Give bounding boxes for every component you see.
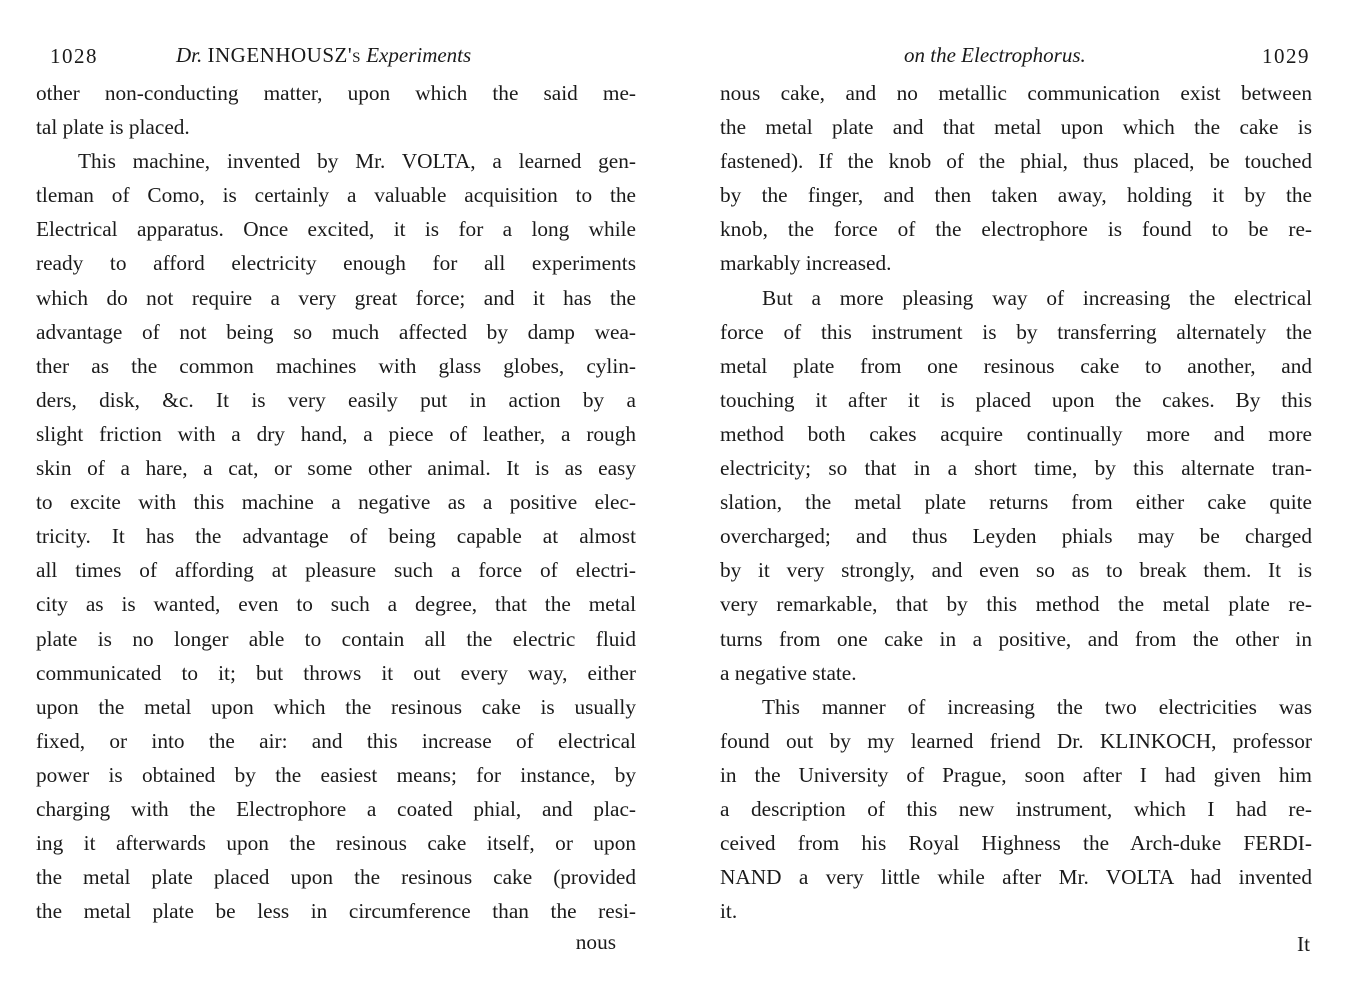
text-line: all times of affording at pleasure such a force of electri- [36, 558, 636, 583]
catchword: It [1296, 932, 1310, 956]
text-line: knob, the force of the electrophore is found to be re- [720, 217, 1312, 242]
text-line: skin of a hare, a cat, or some other animal. It is as easy [36, 456, 636, 481]
text-line: This manner of increasing the two electricities was [762, 694, 1312, 719]
text-line: charging with the Electrophore a coated phial, and plac- [36, 796, 636, 821]
text-line: This machine, invented by Mr. VOLTA, a learned gen- [78, 149, 636, 174]
text-line: upon the metal upon which the resinous cake is usually [36, 694, 636, 719]
text-line: city as is wanted, even to such a degree, that the metal [36, 592, 636, 617]
text-line: electricity; so that in a short time, by this alternate tran- [720, 456, 1312, 481]
text-line: touching it after it is placed upon the cakes. By this [720, 387, 1312, 412]
running-head-name: INGENHOUSZ's [207, 43, 361, 67]
text-line: a negative state. [720, 660, 857, 685]
text-line: it. [720, 899, 738, 924]
text-line: in the University of Prague, soon after I had given him [720, 762, 1312, 787]
text-line: NAND a very little while after Mr. VOLTA had invented [720, 865, 1312, 890]
text-line: the metal plate be less in circumference than the resi- [36, 899, 636, 924]
text-line: ready to afford electricity enough for all experiments [36, 251, 636, 276]
text-line: But a more pleasing way of increasing the electrical [762, 285, 1312, 310]
text-line: metal plate from one resinous cake to another, and [720, 353, 1312, 378]
text-line: tricity. It has the advantage of being capable at almost [36, 524, 636, 549]
text-line: slation, the metal plate returns from either cake quite [720, 490, 1312, 515]
text-line: to excite with this machine a negative as a positive elec- [36, 490, 636, 515]
running-head-prefix: Dr. [176, 43, 203, 67]
text-line: by the finger, and then taken away, holding it by the [720, 183, 1312, 208]
text-line: power is obtained by the easiest means; for instance, by [36, 762, 636, 787]
text-line: slight friction with a dry hand, a piece of leather, a rough [36, 421, 636, 446]
text-line: tal plate is placed. [36, 115, 190, 140]
text-line: very remarkable, that by this method the metal plate re- [720, 592, 1312, 617]
text-line: plate is no longer able to contain all the electric fluid [36, 626, 636, 651]
text-line: method both cakes acquire continually more and more [720, 421, 1312, 446]
text-line: communicated to it; but throws it out every way, either [36, 660, 636, 685]
text-line: a description of this new instrument, which I had re- [720, 796, 1312, 821]
text-line: fastened). If the knob of the phial, thus placed, be touched [720, 149, 1312, 174]
text-line: ders, disk, &c. It is very easily put in action by a [36, 387, 636, 412]
text-line: force of this instrument is by transferring alternately the [720, 319, 1312, 344]
text-line: the metal plate placed upon the resinous cake (provided [36, 865, 636, 890]
text-line: overcharged; and thus Leyden phials may be charged [720, 524, 1312, 549]
text-line: markably increased. [720, 251, 892, 276]
page-number: 1028 [50, 44, 98, 68]
text-line: turns from one cake in a positive, and from the other in [720, 626, 1312, 651]
text-line: found out by my learned friend Dr. KLINKOCH, professor [720, 728, 1312, 753]
page-number: 1029 [1262, 44, 1310, 68]
catchword: nous [575, 930, 616, 954]
text-line: the metal plate and that metal upon which the cake is [720, 115, 1312, 140]
text-line: which do not require a very great force; and it has the [36, 285, 636, 310]
text-line: ceived from his Royal Highness the Arch-duke FERDI- [720, 831, 1312, 856]
running-head [176, 43, 471, 68]
text-line: by it very strongly, and even so as to break them. It is [720, 558, 1312, 583]
running-head: on the Electrophorus. [904, 43, 1086, 67]
text-line: ing it afterwards upon the resinous cake itself, or upon [36, 831, 636, 856]
text-line: advantage of not being so much affected by damp wea- [36, 319, 636, 344]
text-line: nous cake, and no metallic communication exist between [720, 81, 1312, 105]
page-body [36, 76, 636, 928]
text-line: other non-conducting matter, upon which the said me- [36, 81, 636, 105]
running-head-suffix: Experiments [366, 43, 472, 67]
text-line: ther as the common machines with glass globes, cylin- [36, 353, 636, 378]
text-line: fixed, or into the air: and this increase of electrical [36, 728, 636, 753]
text-line: Electrical apparatus. Once excited, it is for a long while [36, 217, 636, 242]
page-body [720, 76, 1312, 928]
text-line: tleman of Como, is certainly a valuable acquisition to the [36, 183, 636, 208]
